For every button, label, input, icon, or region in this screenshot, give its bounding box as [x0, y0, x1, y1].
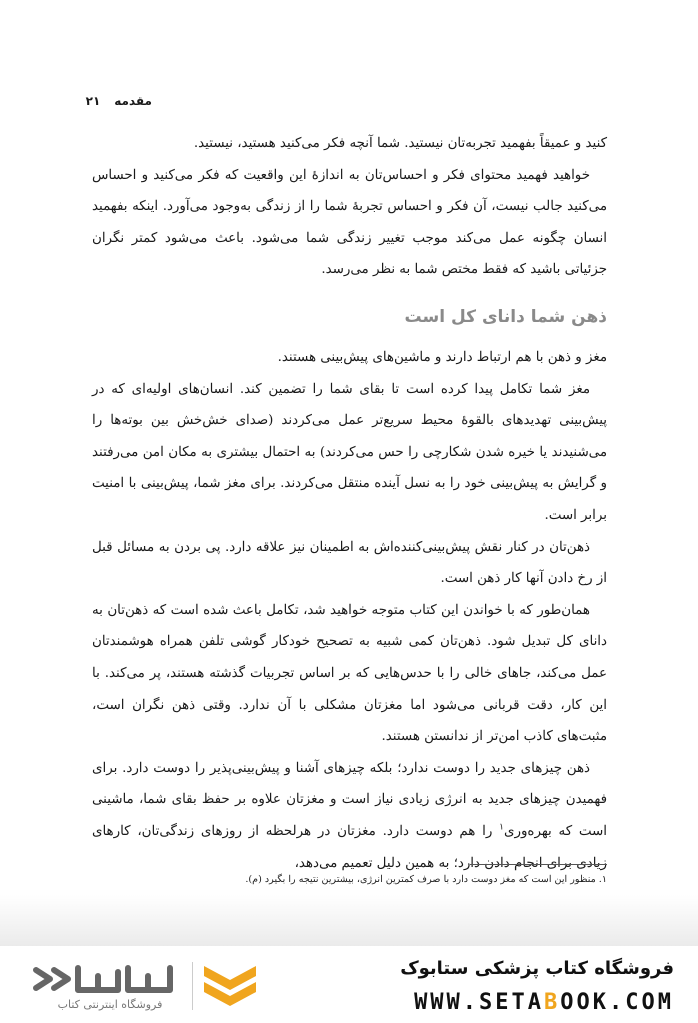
store-url[interactable] [414, 990, 674, 1015]
chapter-title: مقدمه [114, 94, 152, 108]
logo-subtitle: فروشگاه اینترنتی کتاب [57, 998, 163, 1011]
footnote: ۱. منظور این است که مغز دوست دارد با صرف کمترین انرژی، بیشترین نتیجه را بگیرد (م). [245, 874, 607, 885]
section-heading: ذهن شما دانای کل است [404, 307, 607, 327]
running-header [85, 94, 152, 108]
setabook-wordmark-icon [30, 962, 180, 996]
url-part-accent [544, 990, 674, 1015]
url-rest: OOK.COM [560, 990, 674, 1015]
url-accent-letter: B [544, 990, 561, 1015]
page-bottom-shadow [0, 895, 698, 950]
footnote-rule [470, 864, 607, 865]
page-number: ۲۱ [85, 94, 101, 108]
paragraph: مغز و ذهن با هم ارتباط دارند و ماشین‌های پیش‌بینی هستند. [277, 350, 607, 365]
paragraph: خواهید فهمید محتوای فکر و احساس‌تان به اندازهٔ این واقعیت که فکر می‌کنید و احساس می‌کنید جالب نیست، آن فکر و احساس تجربهٔ شما را از زندگی به‌وجود می‌آورد. اینکه بفهمید انسان چگونه عمل می‌کند موجب تغییر زندگی شما می‌شود. باعث می‌شود کمتر نگران جزئیاتی باشید که فقط مختص شما به نظر می‌رسد. [92, 167, 607, 278]
intro-text [92, 128, 607, 286]
url-part: WWW.SETA [414, 990, 545, 1015]
paragraph-part: ذهن چیزهای جدید را دوست ندارد؛ بلکه چیزهای آشنا و پیش‌بینی‌پذیر را دوست دارد. برای فهمیدن چیزهای جدید به انرژی زیادی نیاز است و مغزتان علاوه بر حفظ بقای شما، ماشینی است که بهره‌وری [92, 760, 607, 839]
paragraph: ذهن‌تان در کنار نقش پیش‌بینی‌کننده‌اش به اطمینان نیز علاقه دارد. پی بردن به مسائل قبل از رخ دادن آنها کار ذهن است. [92, 539, 607, 587]
logo-divider [192, 962, 193, 1010]
paragraph: مغز شما تکامل پیدا کرده است تا بقای شما را تضمین کند. انسان‌های اولیه‌ای که در پیش‌بینی تهدیدهای بالقوهٔ محیط سریع‌تر عمل می‌کردند (صدای خش‌خش بین بوته‌ها را می‌شنیدند یا خیره شدن شکارچی را حس می‌کردند) به احتمال بیشتری به مکان امن می‌رفتند و گرایش به پیش‌بینی خود را به نسل آینده منتقل می‌کردند. برای مغز شما، پیش‌بینی با امنیت برابر است. [92, 381, 607, 523]
paragraph-with-note [92, 753, 607, 879]
store-name: فروشگاه کتاب پزشکی ستابوک [400, 958, 674, 979]
footnote-marker[interactable]: ۱ [499, 822, 505, 833]
paragraph: کنید و عمیقاً بفهمید تجربه‌تان نیستید. شما آنچه فکر می‌کنید هستید، نیستید. [193, 136, 607, 151]
section-text [92, 342, 607, 879]
paragraph-part: را هم دوست دارد. مغزتان در هرلحظه از روزهای زندگی‌تان، کارهای زیادی برای انجام دادن دارد؛ به همین دلیل تعمیم می‌دهد، [92, 823, 607, 871]
paragraph: همان‌طور که با خواندن این کتاب متوجه خواهید شد، تکامل باعث شده است که ذهن‌تان به دانای کل تبدیل شود. ذهن‌تان کمی شبیه به تصحیح خودکار گوشی تلفن همراه هوشمندتان عمل می‌کند، جاهای خالی را با حدس‌هایی که بر اساس تجربیات گذشته هستند، پر می‌کند. با این کار، دقت قربانی می‌شود اما مغزتان مشکلی با آن ندارد. وقتی ذهن نگران است، مثبت‌های کاذب امن‌تر از ندانستن هستند. [92, 602, 607, 745]
book-chevron-icon [200, 962, 260, 1012]
